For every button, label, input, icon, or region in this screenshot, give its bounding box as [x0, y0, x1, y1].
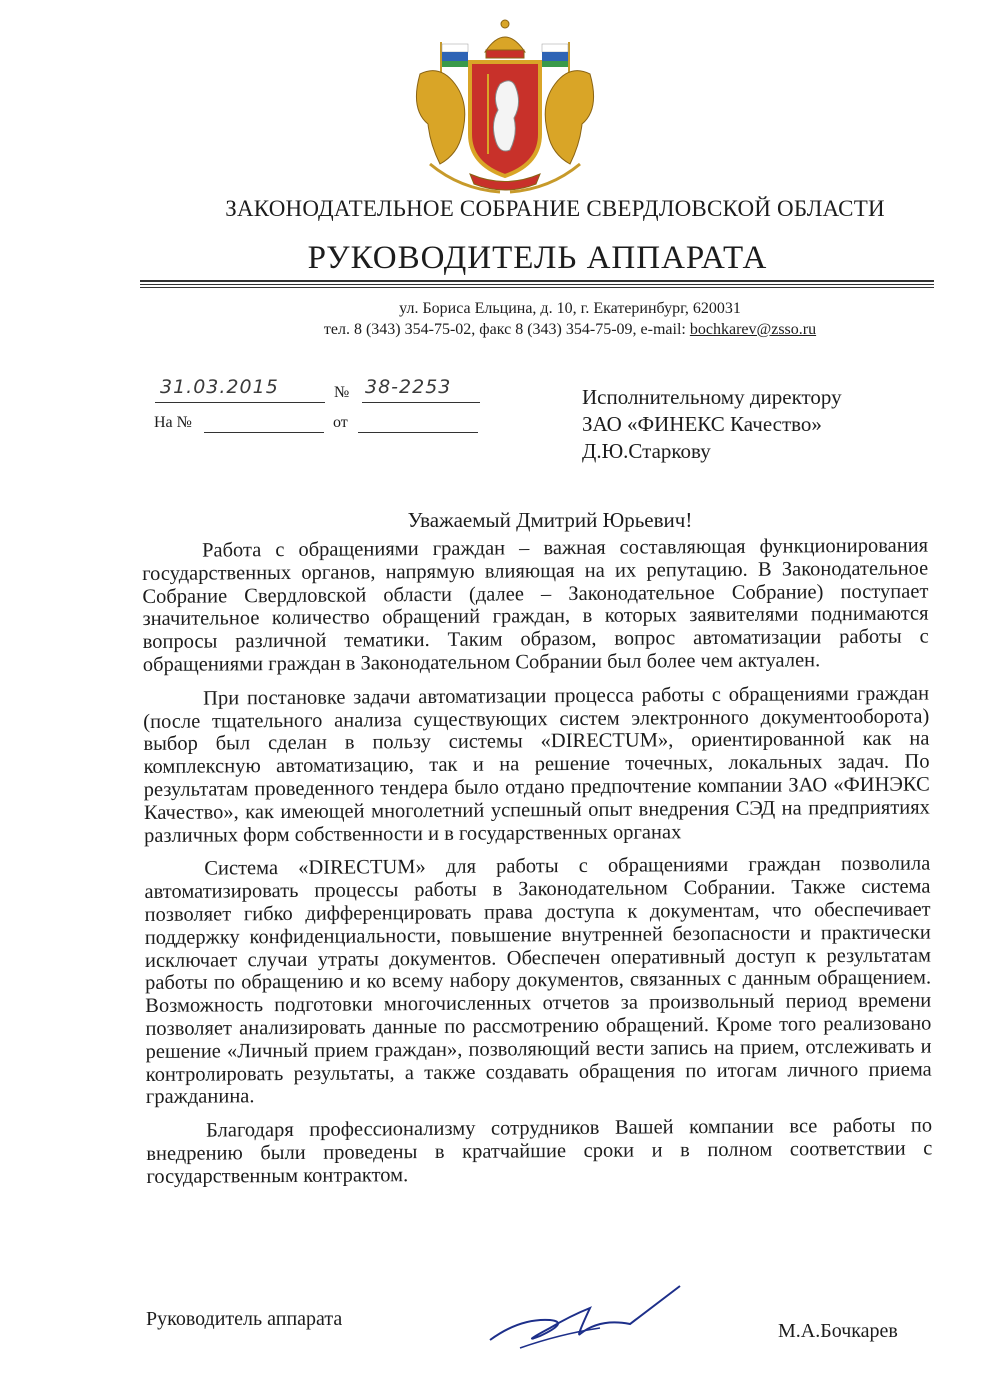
- coat-of-arms-emblem: [400, 14, 610, 196]
- date-underline: [155, 402, 325, 403]
- organization-name: ЗАКОНОДАТЕЛЬНОЕ СОБРАНИЕ СВЕРДЛОВСКОЙ ОБЛАСТИ: [225, 196, 885, 221]
- header-rule-thick: [140, 280, 934, 282]
- left-griffin: [416, 71, 464, 164]
- paragraph: Работа с обращениями граждан – важная составляющая функционирования государственных органов, напрямую влияющая на их репутацию. В Законодательное Собрание Свердловской области (далее – Законодательное Собрание) поступает значительное количество обращений граждан, в которых заявителями поднимаются вопросы различной тематики. Таким образом, вопрос автоматизации работы с обращениями граждан в Законодательном Собрании был более чем актуален.: [142, 534, 929, 676]
- header-rule-thin-2: [140, 287, 934, 288]
- addressee-company: ЗАО «ФИНЕКС Качество»: [582, 412, 822, 436]
- reply-date-label: от: [333, 414, 348, 431]
- reply-number-label: На №: [154, 414, 192, 431]
- number-label: №: [334, 384, 350, 401]
- handwritten-signature: [480, 1278, 690, 1358]
- email-link[interactable]: bochkarev@zsso.ru: [689, 321, 817, 338]
- paragraph: Система «DIRECTUM» для работы с обращениями граждан позволила автоматизировать процессы работы в Законодательном Собрании. Также система позволяет гибко дифференцировать права доступа к документам, что обеспечивает поддержку конфиденциальности, повышение внутренней безопасности и практически исключает случаи утраты документов. Обеспечен оперативный доступ к результатам работы по обращению и ко всему набору документов, связанных с данным обращением. Возможность подготовки многочисленных отчетов за произвольный период времени позволяет анализировать данные по рассмотрению обращений. Кроме того реализовано решение «Личный прием граждан», позволяющий вести запись на прием, отслеживать и контролировать результаты, а также создавать обращения по итогам личного приема гражданина.: [144, 852, 932, 1109]
- contacts-text: тел. 8 (343) 354-75-02, факс 8 (343) 354-75-09, e-mail:: [323, 321, 690, 338]
- signatory-name: М.А.Бочкарев: [778, 1320, 898, 1342]
- letter-body: [142, 535, 933, 1200]
- paragraph: При постановке задачи автоматизации процесса работы с обращениями граждан (после тщательного анализа существующих систем электронного документооборота) выбор был сделан в пользу системы «DIRECTUM», ориентированной как на комплексную автоматизацию, так и на решение точечных, локальных задач. По результатам проведенного тендера было отдано предпочтение компании ЗАО «ФИНЭКС Качество», как имеющей многолетний успешный опыт внедрения СЭД на предприятиях различных форм собственности и в государственных органах: [143, 682, 930, 847]
- reply-date-underline: [358, 432, 478, 433]
- paragraph: Благодаря профессионализму сотрудников Вашей компании все работы по внедрению были проведены в кратчайшие сроки и в полном соответствии с государственным контрактом.: [146, 1114, 933, 1188]
- signatory-title: Руководитель аппарата: [146, 1308, 343, 1330]
- handwritten-date: 31.03.2015: [160, 376, 279, 398]
- addressee-name: Д.Ю.Старкову: [582, 439, 711, 463]
- address-line: ул. Бориса Ельцина, д. 10, г. Екатеринбург, 620031: [399, 300, 741, 317]
- contacts-line: [0, 321, 1000, 339]
- reply-number-underline: [204, 432, 324, 433]
- crown-icon: [485, 20, 525, 58]
- handwritten-number: 38-2253: [365, 376, 452, 398]
- department-title: РУКОВОДИТЕЛЬ АППАРАТА: [307, 240, 768, 276]
- right-griffin: [545, 71, 593, 164]
- addressee-position: Исполнительному директору: [582, 385, 842, 409]
- header-rule-thin: [140, 284, 934, 285]
- addressee-block: [582, 384, 842, 465]
- number-underline: [362, 402, 480, 403]
- salutation: Уважаемый Дмитрий Юрьевич!: [407, 508, 693, 532]
